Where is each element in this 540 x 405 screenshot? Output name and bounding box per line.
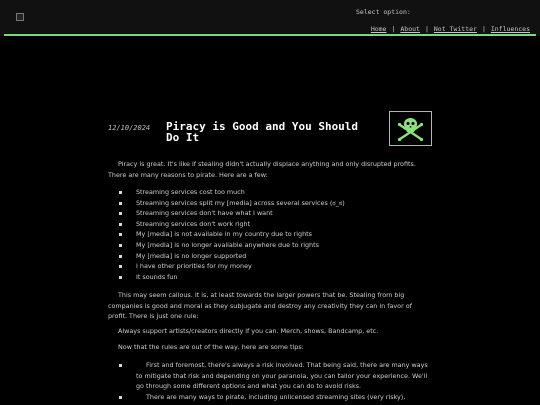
reasons-list [108, 187, 430, 282]
nav-link-about[interactable]: About [400, 25, 420, 33]
rule-paragraph [108, 326, 430, 337]
rule-text: Always support artists/creators directly if you can. Merch, shows, Bandcamp, etc. [118, 327, 379, 335]
tip-text: First and foremost, there's always a risk involved. That being said, there are many ways to mitigate that risk and depending on your paranoia, you can tailor your experience. We'll go through some different options and what you can do to avoid risks. [136, 361, 428, 390]
site-header [0, 0, 540, 36]
tips-intro-text: Now that the rules are out of the way, here are some tips: [118, 343, 304, 351]
list-item: Streaming services cost too much [108, 187, 430, 198]
intro-text: Piracy is great. It's like if stealing didn't actually displace anything and only disrupted profits. There are many reasons to pirate. Here are a few: [108, 160, 416, 179]
list-item: Streaming services don't have what I want [108, 208, 430, 219]
list-item: My [media] is no longer available anywhere due to rights [108, 240, 430, 251]
list-item: My [media] is no longer supported [108, 251, 430, 262]
select-option-label: Select option: [356, 8, 411, 16]
nav-separator: | [424, 25, 429, 33]
list-item: My [media] is not available in my country due to rights [108, 229, 430, 240]
post-container [0, 37, 540, 405]
header-divider [4, 34, 536, 36]
callous-paragraph [108, 290, 430, 322]
tip-text: There are many ways to pirate, including unlicensed streaming sites (very risky), [146, 392, 406, 401]
list-item [108, 360, 430, 392]
post-date: 12/10/2024 [108, 124, 151, 132]
list-item: I have other priorities for my money [108, 261, 430, 272]
nav-separator: | [481, 25, 486, 33]
nav-separator: | [391, 25, 396, 33]
tips-intro-paragraph [108, 342, 430, 353]
callous-text: This may seem callous. It is, at least towards the larger powers that be. Stealing from big companies is good and moral as they subjugate and destroy any creativity they can in favor of profit. There is just one rule: [108, 291, 412, 320]
list-item [108, 392, 430, 403]
skull-crossbones-icon [389, 111, 432, 146]
nav-link-influences[interactable]: Influences [490, 25, 530, 33]
list-item: Streaming services split my [media] across several services (ಠ_ಠ) [108, 198, 430, 209]
list-item: Streaming services don't work right [108, 219, 430, 230]
broken-image-icon[interactable] [16, 13, 24, 21]
main-nav [371, 25, 530, 33]
list-item: It sounds fun [108, 272, 430, 283]
tips-list [108, 360, 430, 402]
intro-paragraph [108, 159, 430, 180]
nav-link-home[interactable]: Home [370, 25, 387, 33]
nav-link-not-twitter[interactable]: Not Twitter [433, 25, 477, 33]
post-title: Piracy is Good and You Should Do It [166, 120, 359, 144]
